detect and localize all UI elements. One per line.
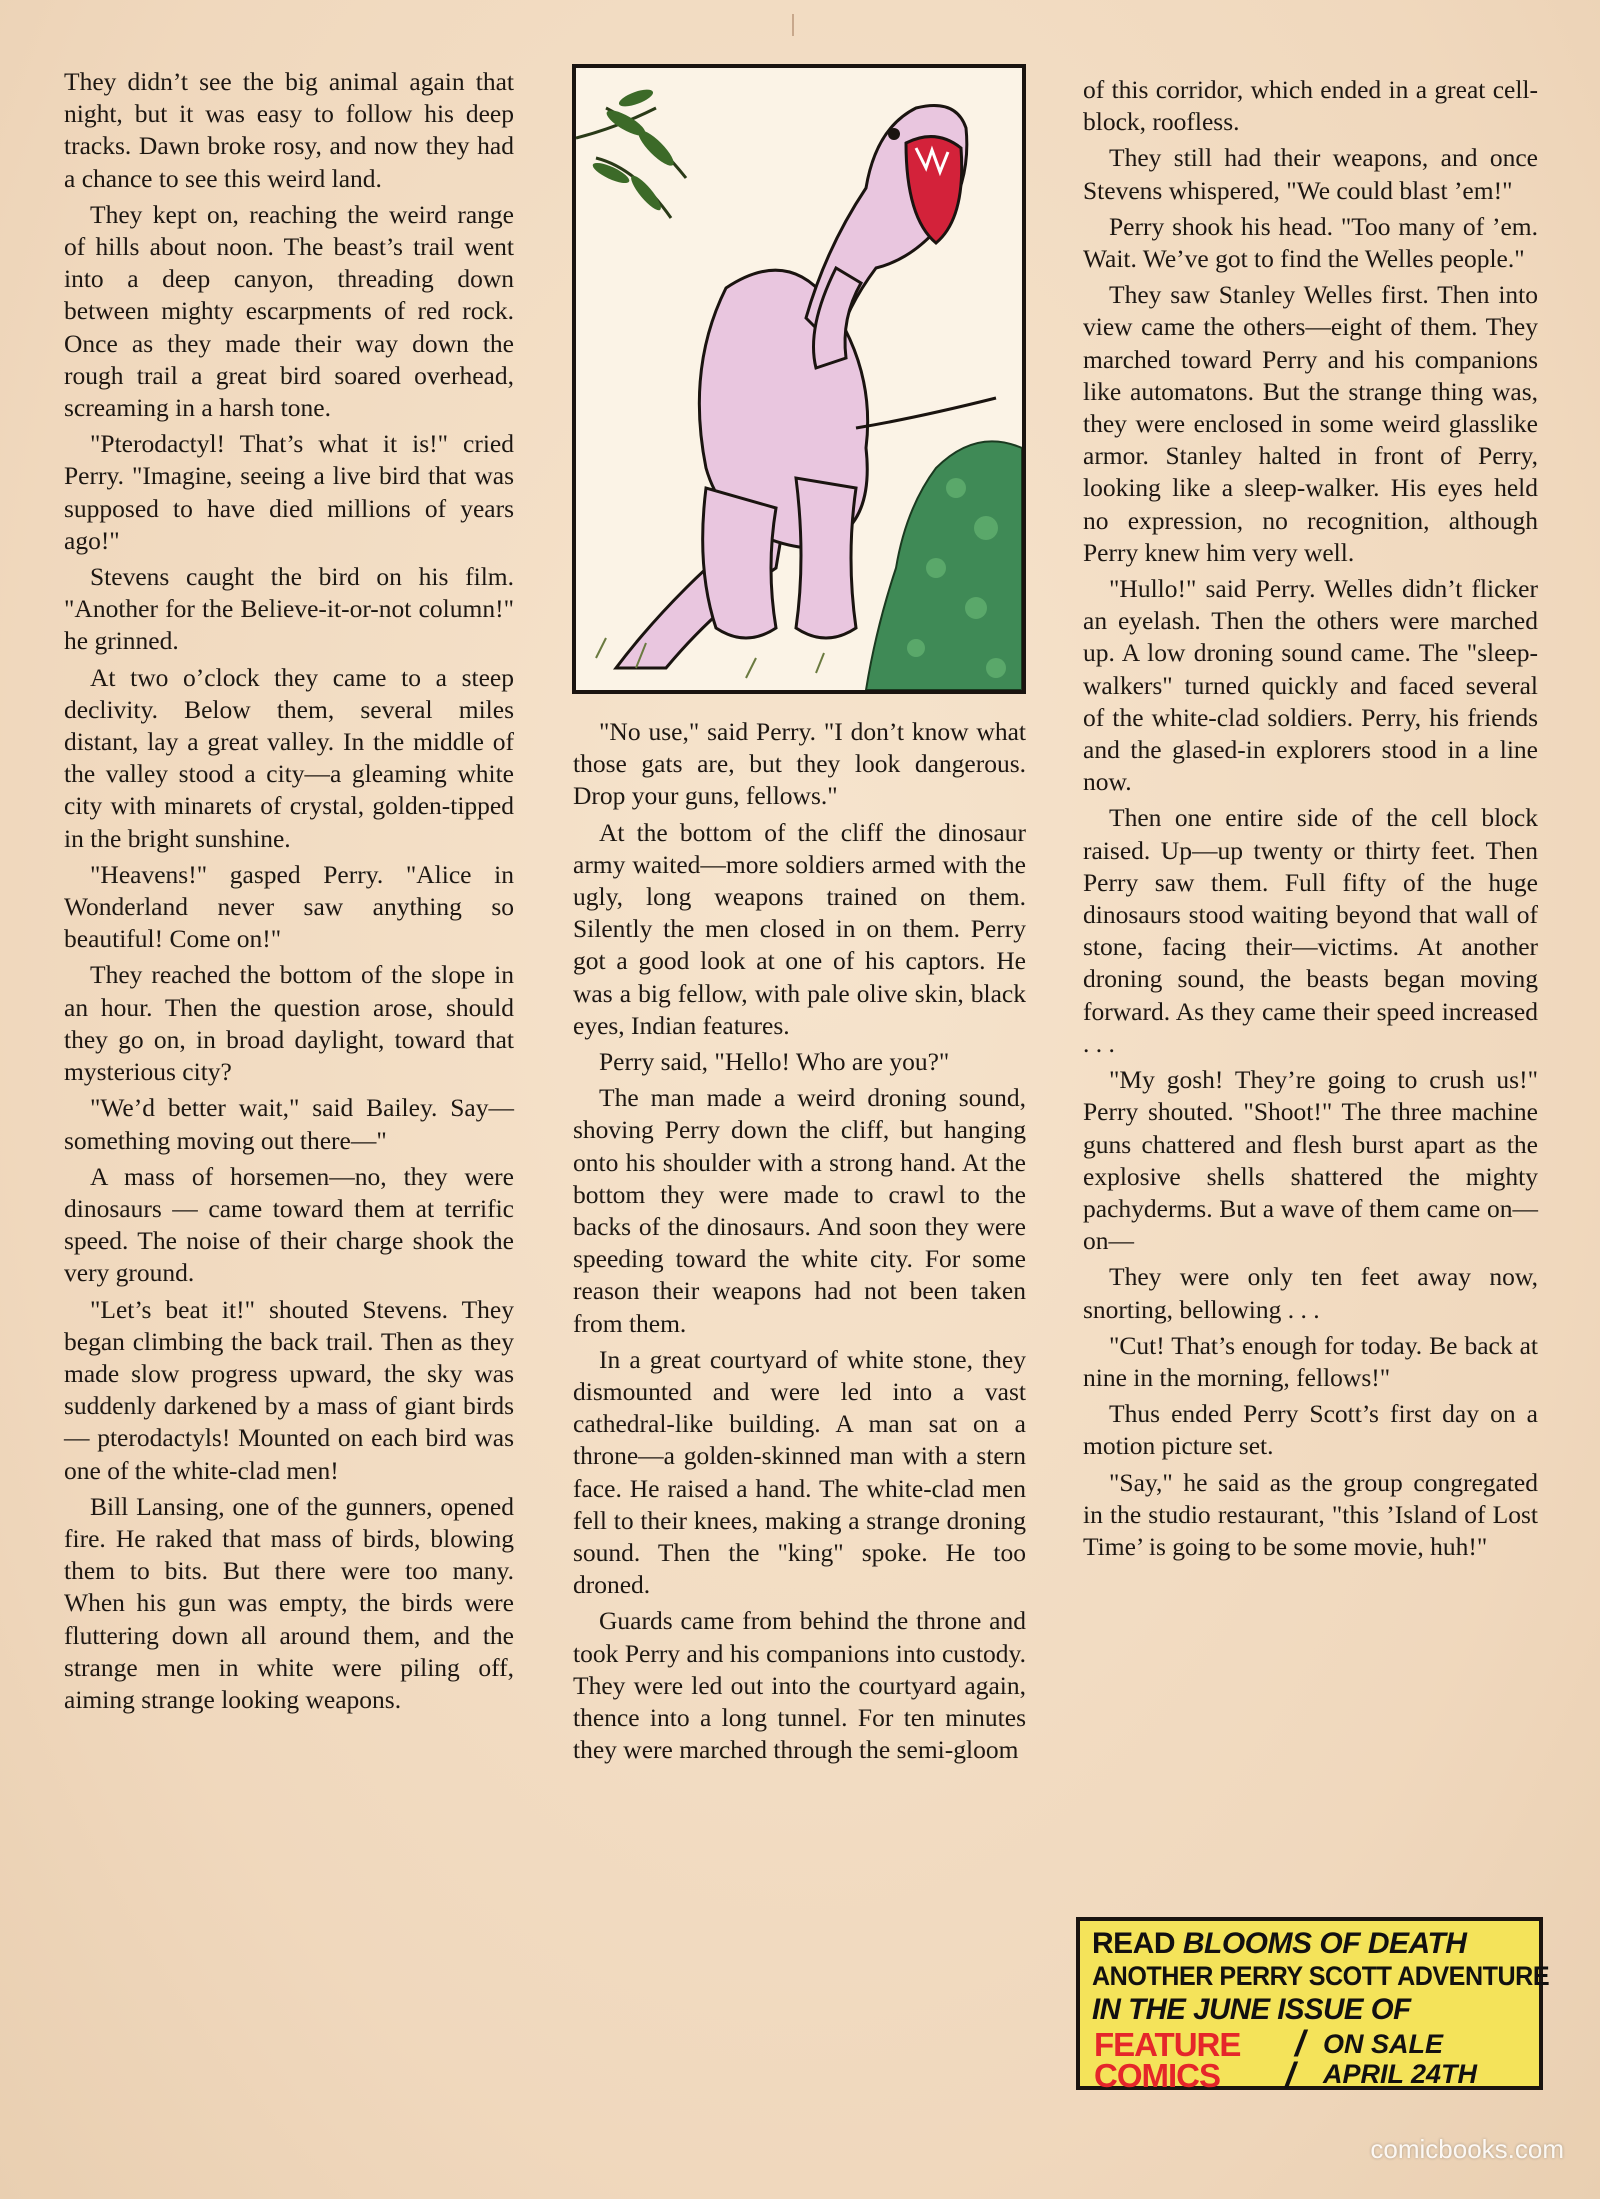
next-issue-ad [1076,1917,1550,2096]
paragraph: A mass of horsemen—no, they were dinosaurs — came toward them at terrific speed. The noise of their charge shook the very ground. [64,1161,514,1288]
paragraph: "We’d better wait," said Bailey. Say—something moving out there—" [64,1093,514,1155]
paragraph: They still had their weapons, and once Stevens whispered, "We could blast ’em!" [1083,143,1538,205]
paragraph: "Heavens!" gasped Perry. "Alice in Wonderland never saw anything so beautiful! Come on!" [64,859,514,954]
ad-subtitle: ANOTHER PERRY SCOTT ADVENTURE [1092,1961,1550,1991]
ad-read: READ [1092,1927,1176,1960]
ad-story-title: BLOOMS OF DEATH [1182,1927,1467,1960]
text-column-3 [1083,74,1538,1567]
page-mark [792,14,794,36]
ad-sale-info [1323,2029,1477,2089]
paragraph: "Say," he said as the group congregated in the studio restaurant, "this ’Island of Lost Time’ is going to be some movie, huh!" [1083,1467,1538,1561]
paragraph: In a great courtyard of white stone, they dismounted and were led into a vast cathedral-like building. A man sat on a throne—a golden-skinned man with a stern face. He raised a hand. The white-clad men fell to their knees, making a strange droning sound. Then the "king" spoke. He too droned. [573,1344,1026,1600]
ad-comics-word: COMICS [1094,2057,1220,2094]
paragraph: Guards came from behind the throne and took Perry and his companions into custody. They were led out into the courtyard again, thence into a long tunnel. For ten minutes they were marched through the semi-gloom [573,1606,1026,1765]
ad-feature-word: FEATURE [1094,2026,1241,2063]
paragraph: of this corridor, which ended in a great cell-block, roofless. [1083,75,1538,137]
paragraph: At two o’clock they came to a steep declivity. Below them, several miles distant, lay a great valley. In the middle of the valley stood a city—a gleaming white city with minarets of crystal, golden-tipped in the bright sunshine. [64,662,514,853]
paragraph: They reached the bottom of the slope in an hour. Then the question arose, should they go on, in broad daylight, toward that mysterious city? [64,960,514,1087]
paragraph: Bill Lansing, one of the gunners, opened fire. He raked that mass of birds, blowing them to bits. But there were too many. When his gun was empty, the birds were fluttering down all around them, and the strange men in white were piling off, aiming strange looking weapons. [64,1491,514,1714]
paragraph: They were only ten feet away now, snorting, bellowing . . . [1083,1262,1538,1324]
ad-issue-line: IN THE JUNE ISSUE OF [1092,1993,1411,2026]
paragraph: Stevens caught the bird on his film. "Another for the Believe-it-or-not column!" he grinned. [64,562,514,656]
ad-title-line [1092,1927,1466,1961]
text-column-1 [64,66,514,1720]
ad-slash-1: / [1295,2023,1306,2064]
paragraph: At the bottom of the cliff the dinosaur army waited—more soldiers armed with the ugly, long weapons trained on them. Silently the men closed in on them. Perry got a good look at one of his captors. He was a big fellow, with pale olive skin, black eyes, Indian features. [573,817,1026,1040]
ad-slash-2: / [1285,2055,1296,2096]
paragraph: Then one entire side of the cell block raised. Up—up twenty or thirty feet. Then Perry saw them. Full fifty of the huge dinosaurs stood waiting beyond that wall of stone, facing their—victims. At another droning sound, the beasts began moving forward. As they came their speed increased . . . [1083,803,1538,1058]
dinosaur-illustration [572,64,1026,694]
paragraph: They saw Stanley Welles first. Then into view came the others—eight of them. They marched toward Perry and his companions like automatons. But the strange thing was, they were enclosed in some weird glasslike armor. Stanley halted in front of Perry, looking like a sleep-walker. His eyes held no expression, no recognition, although Perry knew him very well. [1083,280,1538,567]
ad-magazine-name [1094,2026,1241,2094]
paragraph: Perry shook his head. "Too many of ’em. Wait. We’ve got to find the Welles people." [1083,211,1538,274]
ad-on-sale: ON SALE [1323,2029,1444,2059]
paragraph: "Let’s beat it!" shouted Stevens. They began climbing the back trail. Then as they made slow progress upward, the sky was suddenly darkened by a mass of giant birds — pterodactyls! Mounted on each bird was one of the white-clad men! [64,1294,514,1485]
text-column-2 [573,716,1026,1771]
paragraph: "My gosh! They’re going to crush us!" Perry shouted. "Shoot!" The three machine guns chattered and flesh burst apart as the explosive shells shattered the mighty pachyderms. But a wave of them came on—on— [1083,1065,1538,1256]
dinosaur-drawing [576,68,1022,690]
paragraph: They didn’t see the big animal again that night, but it was easy to follow his deep tracks. Dawn broke rosy, and now they had a chance to see this weird land. [64,67,514,193]
paragraph: "No use," said Perry. "I don’t know what those gats are, but they look dangerous. Drop your guns, fellows." [573,717,1026,811]
ad-sale-date: APRIL 24TH [1323,2059,1478,2089]
paragraph: "Hullo!" said Perry. Welles didn’t flicker an eyelash. Then the others were marched up. A low droning sound came. The "sleep-walkers" turned quickly and faced several of the white-clad soldiers. Perry, his friends and the glased-in explorers stood in a line now. [1083,574,1538,797]
paragraph: "Pterodactyl! That’s what it is!" cried Perry. "Imagine, seeing a live bird that was supposed to have died millions of years ago!" [64,429,514,555]
paragraph: They kept on, reaching the weird range of hills about noon. The beast’s trail went into a deep canyon, threading down between mighty escarpments of red rock. Once as they made their way down the rough trail a great bird soared overhead, screaming in a harsh tone. [64,199,514,423]
paragraph: "Cut! That’s enough for today. Be back at nine in the morning, fellows!" [1083,1330,1538,1392]
paragraph: Thus ended Perry Scott’s first day on a motion picture set. [1083,1399,1538,1461]
site-watermark: comicbooks.com [1370,2134,1564,2164]
paragraph: The man made a weird droning sound, shoving Perry down the cliff, but hanging onto his shoulder with a strong hand. At the bottom they were made to crawl to the backs of the dinosaurs. And soon they were speeding toward the white city. For some reason their weapons had not been taken from them. [573,1083,1026,1338]
paragraph: Perry said, "Hello! Who are you?" [599,1047,950,1077]
